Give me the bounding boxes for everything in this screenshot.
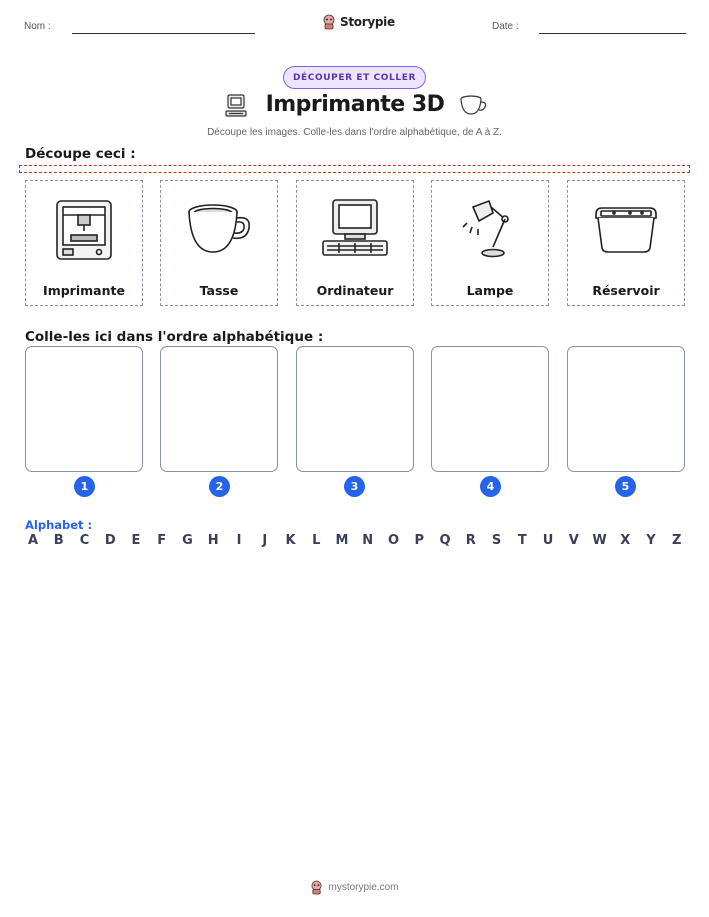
alphabet-letter: C [79,533,90,548]
cut-card-label: Imprimante [43,283,125,298]
cut-card-tasse[interactable] [160,180,278,306]
alphabet-letter: U [542,533,554,548]
paste-heading: Colle-les ici dans l'ordre alphabétique : [25,329,324,345]
alphabet-letter: Z [672,533,682,548]
alphabet-letter: J [262,533,268,548]
cut-line [19,165,690,173]
page-title: Imprimante 3D [265,92,445,117]
cut-card-label: Tasse [199,283,239,298]
storypie-mascot-icon [310,880,323,895]
cut-card-label: Réservoir [592,283,660,298]
alphabet-letter: R [465,533,476,548]
alphabet-letter: T [517,533,527,548]
alphabet-letter: P [414,533,425,548]
alphabet-letter: D [104,533,116,548]
alphabet-letter: Q [439,533,451,548]
paste-slot-4[interactable] [431,346,549,472]
alphabet-letter: I [236,533,242,548]
alphabet-letter: A [27,533,39,548]
paste-slot-1[interactable] [25,346,143,472]
alphabet-letter: G [182,533,193,548]
alphabet-letter: W [592,533,607,548]
alphabet-row [25,533,685,548]
title-row [0,92,709,126]
desk-lamp-icon [432,189,548,271]
date-line [539,33,686,34]
slot-number-3: 3 [344,476,365,497]
alphabet-letter: E [131,533,141,548]
alphabet-letter: N [362,533,374,548]
cut-card-lampe[interactable] [431,180,549,306]
alphabet-heading: Alphabet : [25,518,93,532]
slot-number-4: 4 [480,476,501,497]
paste-slot-5[interactable] [567,346,685,472]
paste-slot-2[interactable] [160,346,278,472]
cut-card-imprimante[interactable] [25,180,143,306]
cup-icon [458,92,488,124]
alphabet-letter: Y [646,533,656,548]
date-label: Date : [492,21,519,32]
name-label: Nom : [24,21,51,32]
activity-badge: DÉCOUPER ET COLLER [283,66,426,89]
alphabet-letter: F [157,533,167,548]
computer-icon [297,189,413,271]
alphabet-letter: V [568,533,579,548]
name-line [72,33,255,34]
slot-number-5: 5 [615,476,636,497]
brand-name: Storypie [340,15,395,29]
alphabet-letter: H [207,533,219,548]
cut-card-ordinateur[interactable] [296,180,414,306]
paste-slot-3[interactable] [296,346,414,472]
3d-printer-icon [26,189,142,271]
storypie-mascot-icon [322,14,336,30]
brand-logo [322,14,395,30]
alphabet-letter: S [491,533,502,548]
slot-number-2: 2 [209,476,230,497]
alphabet-letter: O [387,533,400,548]
container-icon [568,189,684,271]
instructions: Découpe les images. Colle-les dans l'ordre alphabétique, de A à Z. [207,127,502,138]
footer [0,880,709,895]
alphabet-letter: B [53,533,64,548]
cut-card-label: Ordinateur [316,283,394,298]
alphabet-letter: K [285,533,296,548]
alphabet-letter: X [620,533,631,548]
footer-url[interactable]: mystorypie.com [328,882,399,893]
cut-heading: Découpe ceci : [25,146,136,162]
computer-icon [222,92,250,124]
worksheet-header [0,14,709,40]
cut-card-label: Lampe [466,283,514,298]
alphabet-letter: M [335,533,349,548]
cut-card-reservoir[interactable] [567,180,685,306]
alphabet-letter: L [312,533,321,548]
slot-number-1: 1 [74,476,95,497]
cup-icon [161,189,277,271]
